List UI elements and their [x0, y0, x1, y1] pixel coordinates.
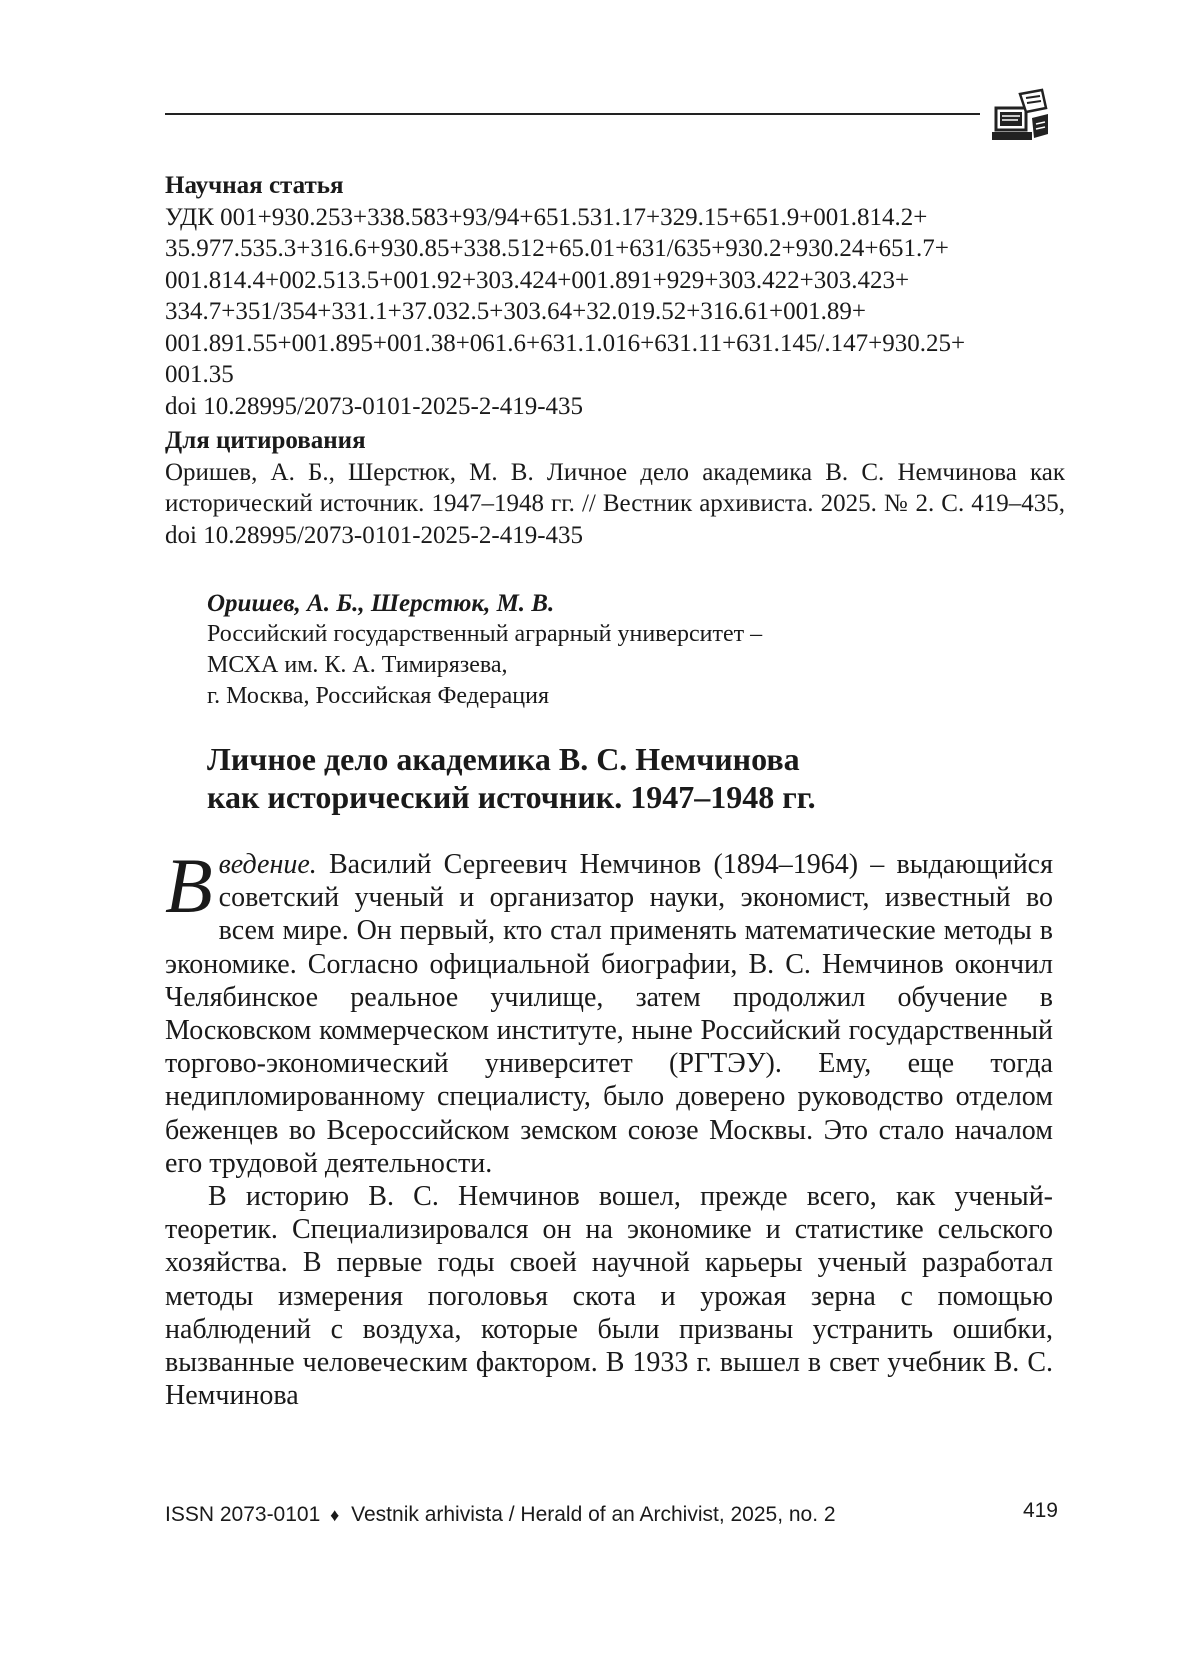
- doi: doi 10.28995/2073-0101-2025-2-419-435: [165, 392, 584, 420]
- author-names: Оришев, А. Б., Шерстюк, М. В.: [207, 590, 555, 617]
- citation-text: Оришев, А. Б., Шерстюк, М. В. Личное дело академика В. С. Немчинова как исторический источник. 1947–1948 гг. // Вестник архивиста. 2025. № 2. С. 419–435, doi 10.28995/2073-0101-2025-2-419-435: [165, 458, 1065, 549]
- paragraph-text: Василий Сергеевич Немчинов (1894–1964) – выдающийся советский ученый и организатор науки, экономист, известный во всем мире. Он первый, кто стал применять математические методы в экономике. Согласно официальной биографии, В. С. Немчинов окончил Челябинское реальное училище, затем продолжил обучение в Московском коммерческом институте, ныне Российский государственный торгово-экономический университет (РГТЭУ). Ему, еще тогда недипломированному специалисту, было доверено руководство отделом беженцев во Всероссийском земском союзе Москвы. Это стало началом его трудовой деятельности.: [165, 849, 1053, 1179]
- article-type: Научная статья: [165, 172, 344, 199]
- udk-line: 35.977.535.3+316.6+930.85+338.512+65.01+631/635+930.2+930.24+651.7+: [165, 235, 949, 262]
- journal-name: Vestnik arhivista / Herald of an Archivist, 2025, no. 2: [351, 1503, 836, 1526]
- page-number: 419: [1022, 1499, 1058, 1522]
- drop-cap: В: [165, 842, 213, 929]
- title-line: Личное дело академика В. С. Немчинова: [207, 741, 800, 777]
- article-title: [207, 740, 1067, 816]
- udk-line: 001.814.4+002.513.5+001.92+303.424+001.891+929+303.422+303.423+: [165, 266, 910, 294]
- paragraph: В историю В. С. Немчинов вошел, прежде всего, как ученый-теоретик. Специализировался он на экономике и статистике сельского хозяйства. В первые годы своей научной карьеры ученый разработал методы измерения поголовья скота и урожая зерна с помощью наблюдений с воздуха, которые были призваны устранить ошибки, вызванные человеческим фактором. В 1933 г. вышел в свет учебник В. С. Немчинова: [165, 1181, 1053, 1412]
- affiliation-line: г. Москва, Российская Федерация: [207, 683, 549, 709]
- issn: ISSN 2073-0101: [165, 1503, 321, 1526]
- udk-line: 001.891.55+001.895+001.38+061.6+631.1.016+631.11+631.145/.147+930.25+: [165, 329, 966, 357]
- title-line: как исторический источник. 1947–1948 гг.: [207, 779, 816, 815]
- udk-line: 334.7+351/354+331.1+37.032.5+303.64+32.019.52+316.61+001.89+: [165, 298, 866, 325]
- citation-heading: Для цитирования: [165, 427, 366, 454]
- journal-info: [165, 1503, 836, 1527]
- udk-line: УДК 001+930.253+338.583+93/94+651.531.17+329.15+651.9+001.814.2+: [165, 203, 928, 231]
- affiliation-line: Российский государственный аграрный университет –: [207, 621, 763, 647]
- computer-printer-icon: [990, 88, 1050, 146]
- citation-block: [165, 425, 1065, 551]
- authors-block: [207, 588, 1067, 712]
- paragraph: [165, 842, 1053, 1180]
- udk-line: 001.35: [165, 361, 234, 388]
- article-body: [165, 842, 1053, 1412]
- affiliation-line: МСХА им. К. А. Тимирязева,: [207, 652, 508, 678]
- diamond-separator-icon: ♦: [330, 1505, 340, 1525]
- header-rule: [165, 113, 980, 115]
- article-metadata: [165, 170, 1065, 422]
- intro-word: ведение.: [218, 849, 317, 880]
